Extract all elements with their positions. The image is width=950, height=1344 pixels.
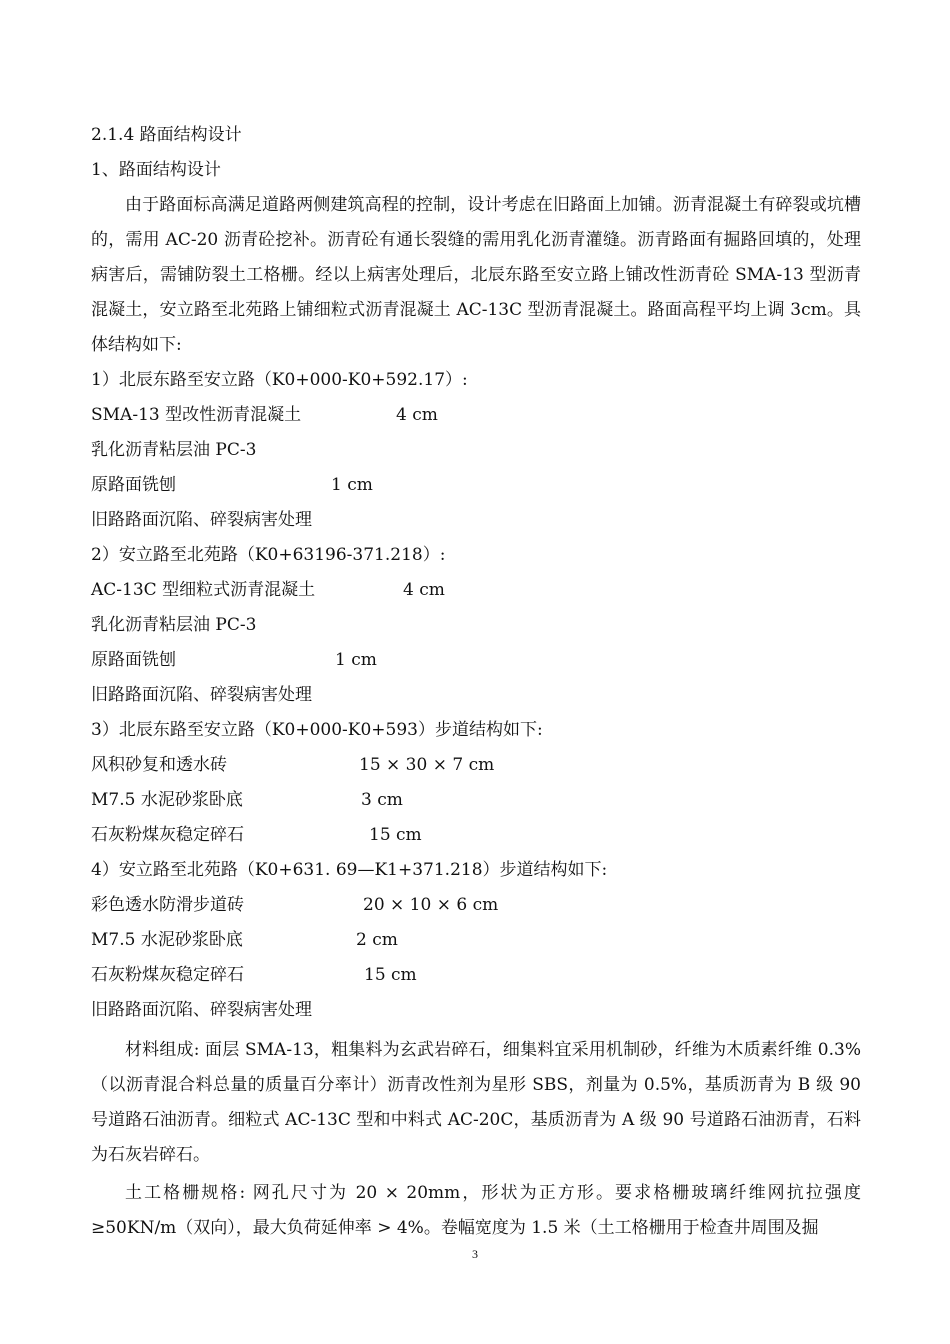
layer-label: 旧路路面沉陷、碎裂病害处理: [91, 685, 312, 705]
section-4-row-1: [91, 888, 871, 923]
subsection-heading: 1、路面结构设计: [91, 160, 221, 180]
layer-thickness: 1 cm: [335, 650, 377, 670]
section-3-title: 3）北辰东路至安立路（K0+000-K0+593）步道结构如下:: [91, 720, 543, 740]
layer-thickness: 15 cm: [369, 825, 422, 845]
layer-label: 乳化沥青粘层油 PC-3: [91, 615, 257, 635]
layer-label: 石灰粉煤灰稳定碎石: [91, 825, 244, 845]
section-3-row-2: [91, 783, 871, 818]
geogrid-paragraph: 土工格栅规格: 网孔尺寸为 20 × 20mm，形状为正方形。要求格栅玻璃纤维网抗拉强度 ≥50KN/m（双向），最大负荷延伸率 > 4%。卷幅宽度为 1.5 米（土工格栅用于检查井周围及掘: [91, 1183, 861, 1238]
layer-thickness: 15 cm: [364, 965, 417, 985]
section-1-title: 1）北辰东路至安立路（K0+000-K0+592.17）:: [91, 370, 468, 390]
layer-label: 石灰粉煤灰稳定碎石: [91, 965, 244, 985]
layer-label: 原路面铣刨: [91, 475, 176, 495]
layer-thickness: 4 cm: [403, 580, 445, 600]
page-number: 3: [472, 1247, 478, 1261]
layer-label: M7.5 水泥砂浆卧底: [91, 790, 243, 810]
section-2-row-1: [91, 573, 871, 608]
layer-label: 原路面铣刨: [91, 650, 176, 670]
layer-label: 风积砂复和透水砖: [91, 755, 227, 775]
layer-label: AC-13C 型细粒式沥青混凝土: [91, 580, 316, 600]
layer-thickness: 20 × 10 × 6 cm: [363, 895, 499, 915]
section-heading: 2.1.4 路面结构设计: [91, 125, 242, 145]
section-1-row-2: [91, 433, 871, 468]
section-2-title: 2）安立路至北苑路（K0+63196-371.218）:: [91, 545, 446, 565]
layer-label: SMA-13 型改性沥青混凝土: [91, 405, 302, 425]
layer-label: 旧路路面沉陷、碎裂病害处理: [91, 1000, 312, 1020]
section-1-row-4: [91, 503, 871, 538]
layer-thickness: 1 cm: [331, 475, 373, 495]
materials-paragraph: 材料组成: 面层 SMA-13，粗集料为玄武岩碎石，细集料宜采用机制砂，纤维为木质素纤维 0.3%（以沥青混合料总量的质量百分率计）沥青改性剂为星形 SBS，剂量为 0.5%，基质沥青为 B 级 90 号道路石油沥青。细粒式 AC-13C 型和中料式 AC-20C，基质沥青为 A 级 90 号道路石油沥青，石料为石灰岩碎石。: [91, 1040, 861, 1165]
layer-thickness: 15 × 30 × 7 cm: [359, 755, 495, 775]
section-4-row-3: [91, 958, 871, 993]
section-1-row-3: [91, 468, 871, 503]
section-3-row-3: [91, 818, 871, 853]
section-2-row-4: [91, 678, 871, 713]
layer-label: 乳化沥青粘层油 PC-3: [91, 440, 257, 460]
layer-label: 彩色透水防滑步道砖: [91, 895, 244, 915]
layer-label: 旧路路面沉陷、碎裂病害处理: [91, 510, 312, 530]
section-4-title: 4）安立路至北苑路（K0+631. 69—K1+371.218）步道结构如下:: [91, 860, 608, 880]
intro-paragraph: 由于路面标高满足道路两侧建筑高程的控制，设计考虑在旧路面上加铺。沥青混凝土有碎裂或坑槽的，需用 AC-20 沥青砼挖补。沥青砼有通长裂缝的需用乳化沥青灌缝。沥青路面有掘路回填的，处理病害后，需铺防裂土工格栅。经以上病害处理后，北辰东路至安立路上铺改性沥青砼 SMA-13 型沥青混凝土，安立路至北苑路上铺细粒式沥青混凝土 AC-13C 型沥青混凝土。路面高程平均上调 3cm。具体结构如下:: [91, 195, 861, 355]
section-3-row-1: [91, 748, 871, 783]
layer-thickness: 3 cm: [361, 790, 403, 810]
layer-thickness: 4 cm: [396, 405, 438, 425]
section-2-row-3: [91, 643, 871, 678]
section-1-row-1: [91, 398, 871, 433]
section-4-row-4: [91, 993, 871, 1028]
section-2-row-2: [91, 608, 871, 643]
layer-label: M7.5 水泥砂浆卧底: [91, 930, 243, 950]
layer-thickness: 2 cm: [356, 930, 398, 950]
section-4-row-2: [91, 923, 871, 958]
